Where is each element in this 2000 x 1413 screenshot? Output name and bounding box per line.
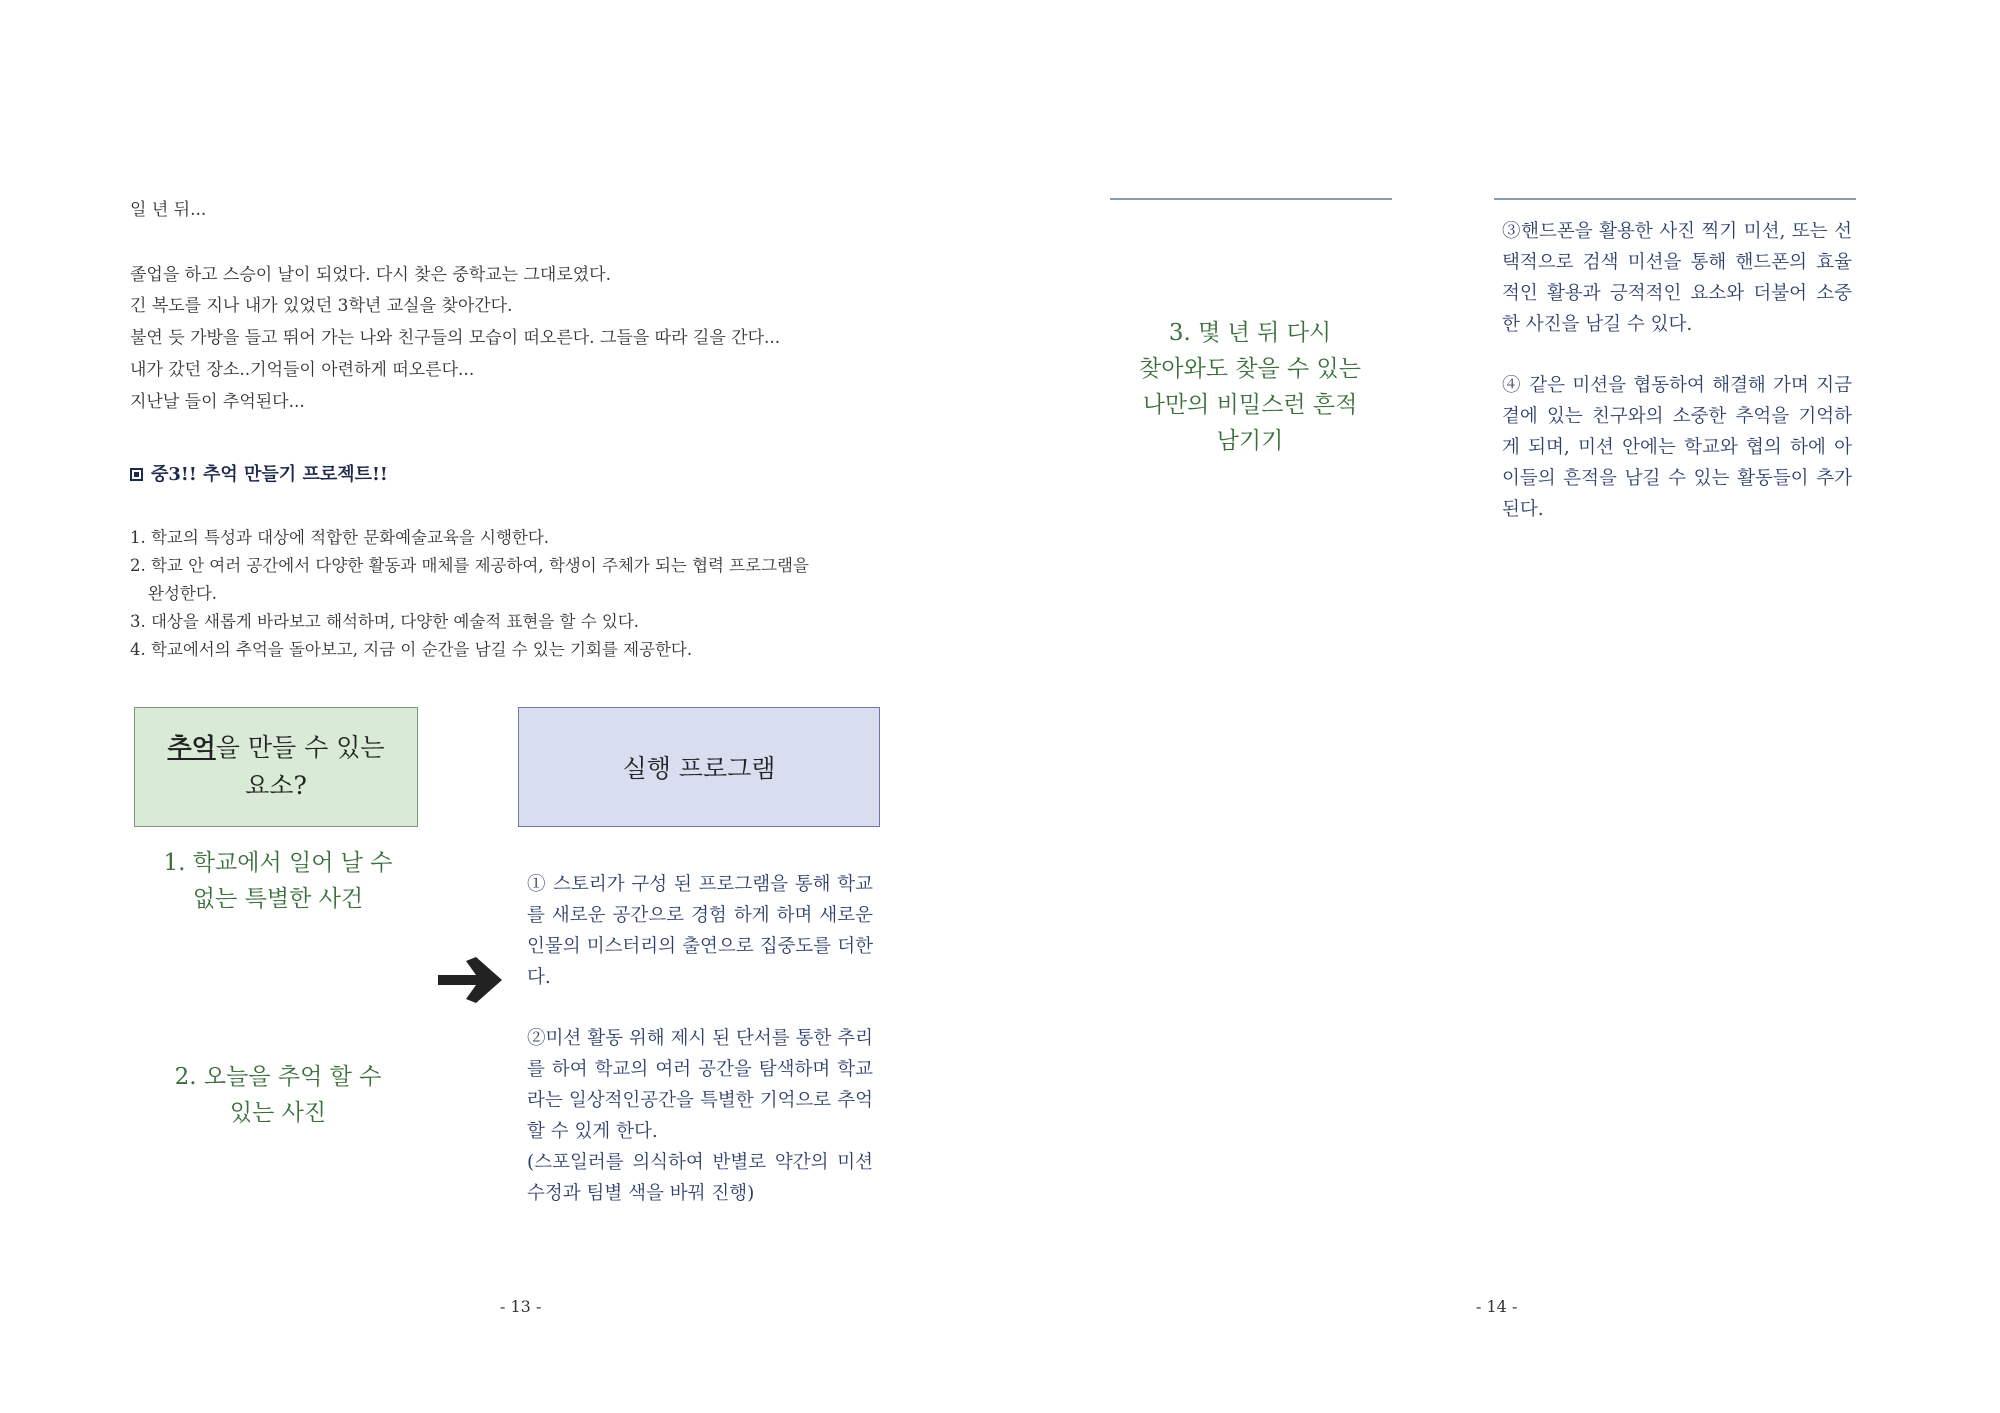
intro-line: 긴 복도를 지나 내가 있었던 3학년 교실을 찾아간다. <box>130 296 513 316</box>
goal-item: 1. 학교의 특성과 대상에 적합한 문화예술교육을 시행한다. <box>130 528 550 547</box>
program-item-3: ③핸드폰을 활용한 사진 찍기 미션, 또는 선택적으로 검색 미션을 통해 핸드폰의 효율적인 활용과 긍적적인 요소와 더불어 소중한 사진을 남길 수 있다. <box>1502 221 1852 335</box>
element-item-2 <box>150 1059 406 1131</box>
element-item-1 <box>150 845 406 917</box>
intro-line: 내가 갔던 장소..기억들이 아련하게 떠오른다... <box>130 360 475 380</box>
element-item-line: 찾아와도 찾을 수 있는 <box>1139 356 1361 382</box>
element-item-line: 없는 특별한 사건 <box>192 886 364 912</box>
elements-header-text: 요소? <box>245 771 307 800</box>
program-header-box <box>518 707 880 827</box>
square-bullet-icon <box>130 468 143 481</box>
page-number: - 14 - <box>1476 1297 1518 1316</box>
element-item-line: 3. 몇 년 뒤 다시 <box>1168 320 1332 346</box>
element-item-line: 있는 사진 <box>229 1100 327 1126</box>
intro-line: 불연 듯 가방을 들고 뛰어 가는 나와 친구들의 모습이 떠오른다. 그들을 따라 길을 간다... <box>130 328 781 348</box>
elements-header-text: 을 만들 수 있는 <box>215 733 385 762</box>
right-arrow-icon <box>436 955 504 1005</box>
page-number: - 13 - <box>500 1297 542 1316</box>
section-title <box>130 460 388 486</box>
program-item-1: ① 스토리가 구성 된 프로그램을 통해 학교를 새로운 공간으로 경험 하게 하며 새로운 인물의 미스터리의 출연으로 집중도를 더한다. <box>527 874 873 988</box>
element-item-line: 남기기 <box>1216 428 1284 454</box>
goal-item: 2. 학교 안 여러 공간에서 다양한 활동과 매체를 제공하여, 학생이 주체가 되는 협력 프로그램을 <box>130 556 809 575</box>
goal-item: 3. 대상을 새롭게 바라보고 해석하며, 다양한 예술적 표현을 할 수 있다. <box>130 612 640 631</box>
program-header-text: 실행 프로그램 <box>622 754 776 783</box>
element-item-line: 나만의 비밀스런 흔적 <box>1142 392 1358 418</box>
section-title-text: 중3!! 추억 만들기 프로젝트!! <box>151 464 388 485</box>
intro-line: 지난날 들이 추억된다... <box>130 392 305 412</box>
divider-line <box>1110 198 1392 200</box>
divider-line <box>1494 198 1856 200</box>
program-item-2: ②미션 활동 위해 제시 된 단서를 통한 추리를 하여 학교의 여러 공간을 탐색하며 학교라는 일상적인공간을 특별한 기억으로 추억 할 수 있게 한다. <box>527 1028 873 1142</box>
underlined-keyword: 추억 <box>167 733 216 762</box>
elements-header-box <box>134 707 418 827</box>
element-item-line: 1. 학교에서 일어 날 수 <box>163 850 393 876</box>
intro-line: 일 년 뒤... <box>130 200 207 220</box>
program-item-4: ④ 같은 미션을 협동하여 해결해 가며 지금 곁에 있는 친구와의 소중한 추억을 기억하게 되며, 미션 안에는 학교와 협의 하에 아이들의 흔적을 남길 수 있는 활동들이 추가 된다. <box>1502 375 1852 520</box>
element-item-3 <box>1110 315 1390 459</box>
element-item-line: 2. 오늘을 추억 할 수 <box>174 1064 382 1090</box>
intro-line: 졸업을 하고 스승이 날이 되었다. 다시 찾은 중학교는 그대로였다. <box>130 265 612 285</box>
goal-item-continued: 완성한다. <box>148 584 218 603</box>
program-item-2-note: (스포일러를 의식하여 반별로 약간의 미션수정과 팀별 색을 바꿔 진행) <box>527 1152 873 1204</box>
goal-item: 4. 학교에서의 추억을 돌아보고, 지금 이 순간을 남길 수 있는 기회를 제공한다. <box>130 640 693 659</box>
